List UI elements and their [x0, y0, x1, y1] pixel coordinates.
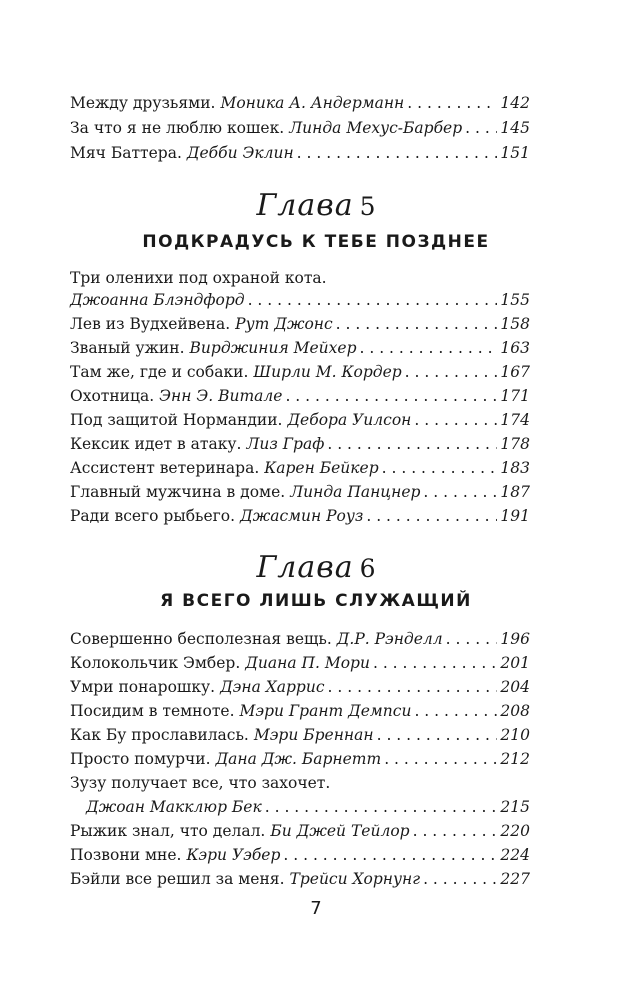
entry-author: Дебора Уилсон: [287, 411, 412, 429]
dot-leader: [446, 627, 498, 651]
dot-leader: [465, 116, 497, 140]
entry-page: 178: [500, 435, 530, 453]
entry-title: Зузу получает все, что захочет.: [70, 774, 331, 792]
toc-entry: [70, 867, 530, 891]
dot-leader: [407, 91, 497, 115]
dot-leader: [297, 141, 498, 165]
toc-entry: [70, 747, 530, 771]
entry-title: Умри понарошку.: [70, 678, 216, 696]
toc-entry: [70, 384, 530, 408]
entry-page: 163: [500, 339, 530, 357]
dot-leader: [360, 336, 498, 360]
entry-title: Как Бу прославилась.: [70, 726, 249, 744]
toc-entry: [70, 627, 530, 651]
dot-leader: [285, 384, 497, 408]
entry-title: За что я не люблю кошек.: [70, 119, 285, 137]
entry-title: Званый ужин.: [70, 339, 185, 357]
toc-entry: [70, 360, 530, 384]
page-number: 7: [310, 898, 322, 919]
dot-leader: [328, 675, 498, 699]
entry-author: Ширли М. Кордер: [253, 363, 402, 381]
entry-page: 174: [500, 411, 530, 429]
entry-title: Три оленихи под охраной кота.: [70, 269, 327, 287]
toc-entry: [70, 480, 530, 504]
entry-title: Совершенно бесполезная вещь.: [70, 630, 332, 648]
entry-author: Вирджиния Мейхер: [189, 339, 357, 357]
entry-page: 196: [500, 630, 530, 648]
chapter-heading: [0, 188, 632, 223]
toc-entry: [70, 456, 530, 480]
entry-page: 155: [500, 291, 530, 309]
entry-page: 204: [500, 678, 530, 696]
toc-entry: [70, 141, 530, 165]
entry-title: Главный мужчина в доме.: [70, 483, 286, 501]
entry-title: Ради всего рыбьего.: [70, 507, 236, 525]
chapter-number: 6: [359, 554, 376, 583]
entry-page: 158: [500, 315, 530, 333]
dot-leader: [414, 408, 497, 432]
entry-title: Позвони мне.: [70, 846, 182, 864]
dot-leader: [413, 819, 498, 843]
toc-entry: [70, 819, 530, 843]
chapter-number: 5: [359, 192, 376, 221]
entry-title: Ассистент ветеринара.: [70, 459, 260, 477]
toc-entry: [70, 651, 530, 675]
chapter-heading: [0, 550, 632, 585]
entry-author: Дебби Эклин: [186, 144, 294, 162]
dot-leader: [414, 699, 497, 723]
toc-entry: [70, 336, 530, 360]
entry-author: Мэри Грант Демпси: [239, 702, 412, 720]
entry-author: Кэри Уэбер: [186, 846, 281, 864]
dot-leader: [336, 312, 498, 336]
entry-title: Там же, где и собаки.: [70, 363, 249, 381]
entry-title: Кексик идет в атаку.: [70, 435, 242, 453]
dot-leader: [384, 747, 497, 771]
dot-leader: [423, 867, 497, 891]
entry-page: 187: [500, 483, 530, 501]
toc-entry: [70, 504, 530, 528]
dot-leader: [373, 651, 497, 675]
chapter-subtitle: Я ВСЕГО ЛИШЬ СЛУЖАЩИЙ: [160, 591, 472, 611]
entry-page: 212: [500, 750, 530, 768]
entry-author: Диана П. Мори: [245, 654, 370, 672]
entry-page: 220: [500, 822, 530, 840]
entry-author: Дэна Харрис: [220, 678, 325, 696]
entry-page: 208: [500, 702, 530, 720]
entry-page: 201: [500, 654, 530, 672]
entry-author: Трейси Хорнунг: [289, 870, 421, 888]
entry-author: Моника А. Андерманн: [220, 94, 405, 112]
dot-leader: [248, 288, 498, 312]
entry-title: Посидим в темноте.: [70, 702, 235, 720]
toc-entry: [70, 432, 530, 456]
entry-page: 145: [500, 119, 530, 137]
chapter-word: Глава: [256, 550, 354, 585]
entry-title: Рыжик знал, что делал.: [70, 822, 266, 840]
entry-page: 183: [500, 459, 530, 477]
entry-title: Лев из Вудхейвена.: [70, 315, 231, 333]
entry-author: Линда Панцнер: [290, 483, 421, 501]
entry-title: Между друзьями.: [70, 94, 216, 112]
toc-entry: [86, 795, 530, 819]
entry-author: Дана Дж. Барнетт: [215, 750, 382, 768]
toc-entry: [70, 288, 530, 312]
entry-author: Лиз Граф: [246, 435, 325, 453]
entry-author: Джасмин Роуз: [240, 507, 364, 525]
dot-leader: [283, 843, 497, 867]
chapter-word: Глава: [256, 188, 354, 223]
entry-page: 171: [500, 387, 530, 405]
dot-leader: [265, 795, 498, 819]
entry-author: Джоанна Блэндфорд: [70, 291, 245, 309]
toc-entry: [70, 723, 530, 747]
entry-page: 191: [500, 507, 530, 525]
entry-author: Энн Э. Витале: [159, 387, 283, 405]
dot-leader: [423, 480, 497, 504]
toc-entry: [70, 699, 530, 723]
toc-entry: [70, 408, 530, 432]
entry-title: Бэйли все решил за меня.: [70, 870, 285, 888]
entry-page: 167: [500, 363, 530, 381]
entry-page: 210: [500, 726, 530, 744]
toc-entry: [70, 675, 530, 699]
entry-title: Колокольчик Эмбер.: [70, 654, 241, 672]
entry-author: Д.Р. Рэнделл: [336, 630, 443, 648]
dot-leader: [327, 432, 497, 456]
chapter-subtitle: ПОДКРАДУСЬ К ТЕБЕ ПОЗДНЕЕ: [142, 232, 490, 252]
entry-author: Линда Мехус-Барбер: [289, 119, 463, 137]
toc-entry: [70, 116, 530, 140]
dot-leader: [377, 723, 498, 747]
entry-page: 227: [500, 870, 530, 888]
entry-author: Рут Джонс: [235, 315, 333, 333]
entry-title: Мяч Баттера.: [70, 144, 182, 162]
toc-entry: [70, 91, 530, 115]
entry-title: Охотница.: [70, 387, 155, 405]
dot-leader: [405, 360, 498, 384]
entry-page: 224: [500, 846, 530, 864]
entry-title: Просто помурчи.: [70, 750, 211, 768]
dot-leader: [382, 456, 498, 480]
toc-entry: [70, 312, 530, 336]
dot-leader: [366, 504, 497, 528]
entry-author: Карен Бейкер: [264, 459, 379, 477]
entry-page: 151: [500, 144, 530, 162]
entry-title: Под защитой Нормандии.: [70, 411, 283, 429]
toc-entry: [70, 843, 530, 867]
entry-page: 215: [500, 798, 530, 816]
entry-page: 142: [500, 94, 530, 112]
entry-author: Джоан Макклюр Бек: [86, 798, 262, 816]
entry-author: Би Джей Тейлор: [270, 822, 410, 840]
entry-author: Мэри Бреннан: [253, 726, 374, 744]
